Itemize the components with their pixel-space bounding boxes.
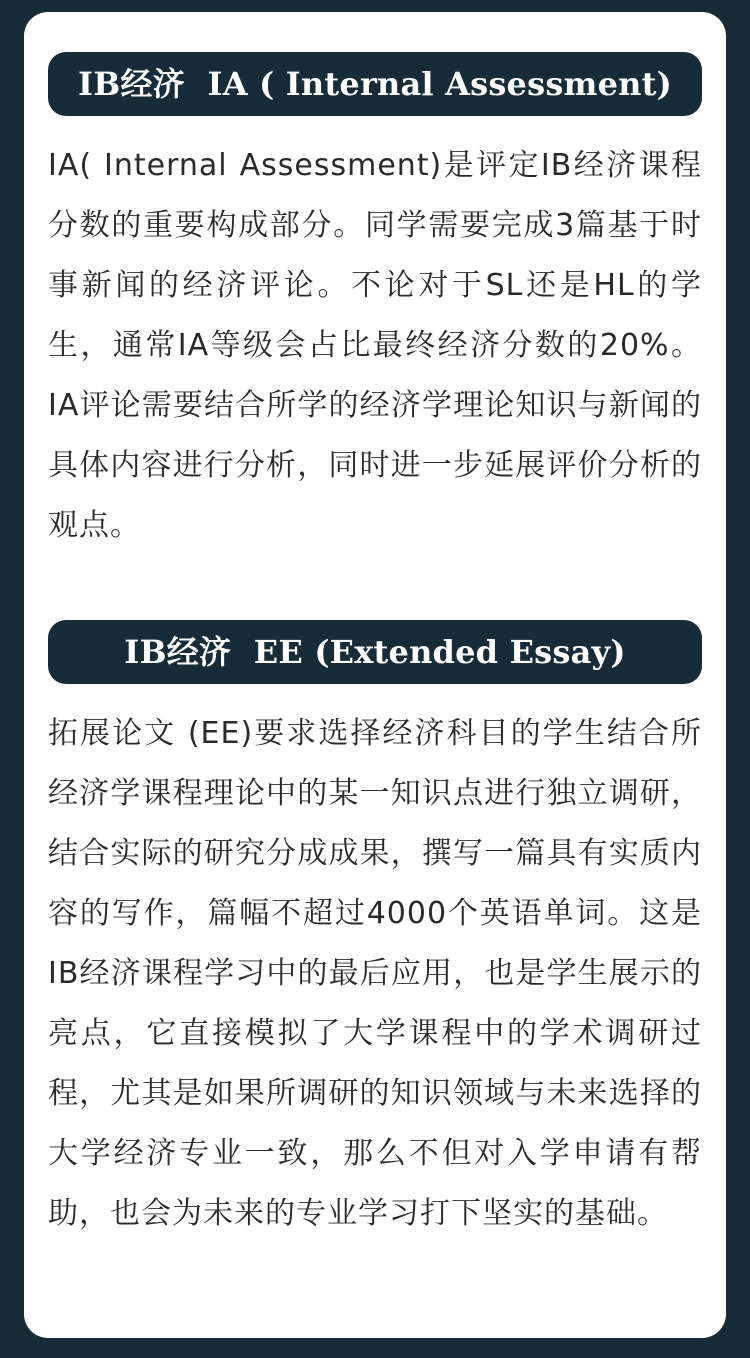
ee-title: IB经济 EE (Extended Essay) [124, 633, 626, 671]
ia-description: IA( Internal Assessment)是评定IB经济课程分数的重要构成部分。同学需要完成3篇基于时事新闻的经济评论。不论对于SL还是HL的学生，通常IA等级会占比最终经济分数的20%。IA评论需要结合所学的经济学理论知识与新闻的具体内容进行分析，同时进一步延展评价分析的观点。 [48, 148, 702, 543]
ee-description: 拓展论文 (EE)要求选择经济科目的学生结合所经济学课程理论中的某一知识点进行独立调研，结合实际的研究分成成果，撰写一篇具有实质内容的写作，篇幅不超过4000个英语单词。这是IB经济课程学习中的最后应用，也是学生展示的亮点，它直接模拟了大学课程中的学术调研过程，尤其是如果所调研的知识领域与未来选择的大学经济专业一致，那么不但对入学申请有帮助，也会为未来的专业学习打下坚实的基础。 [48, 716, 702, 1231]
ee-section [48, 620, 702, 1244]
ee-title-banner [48, 620, 702, 684]
ia-section [48, 52, 702, 556]
ia-title: IB经济 IA ( Internal Assessment) [78, 65, 672, 103]
ia-title-banner [48, 52, 702, 116]
content-card [24, 12, 726, 1338]
